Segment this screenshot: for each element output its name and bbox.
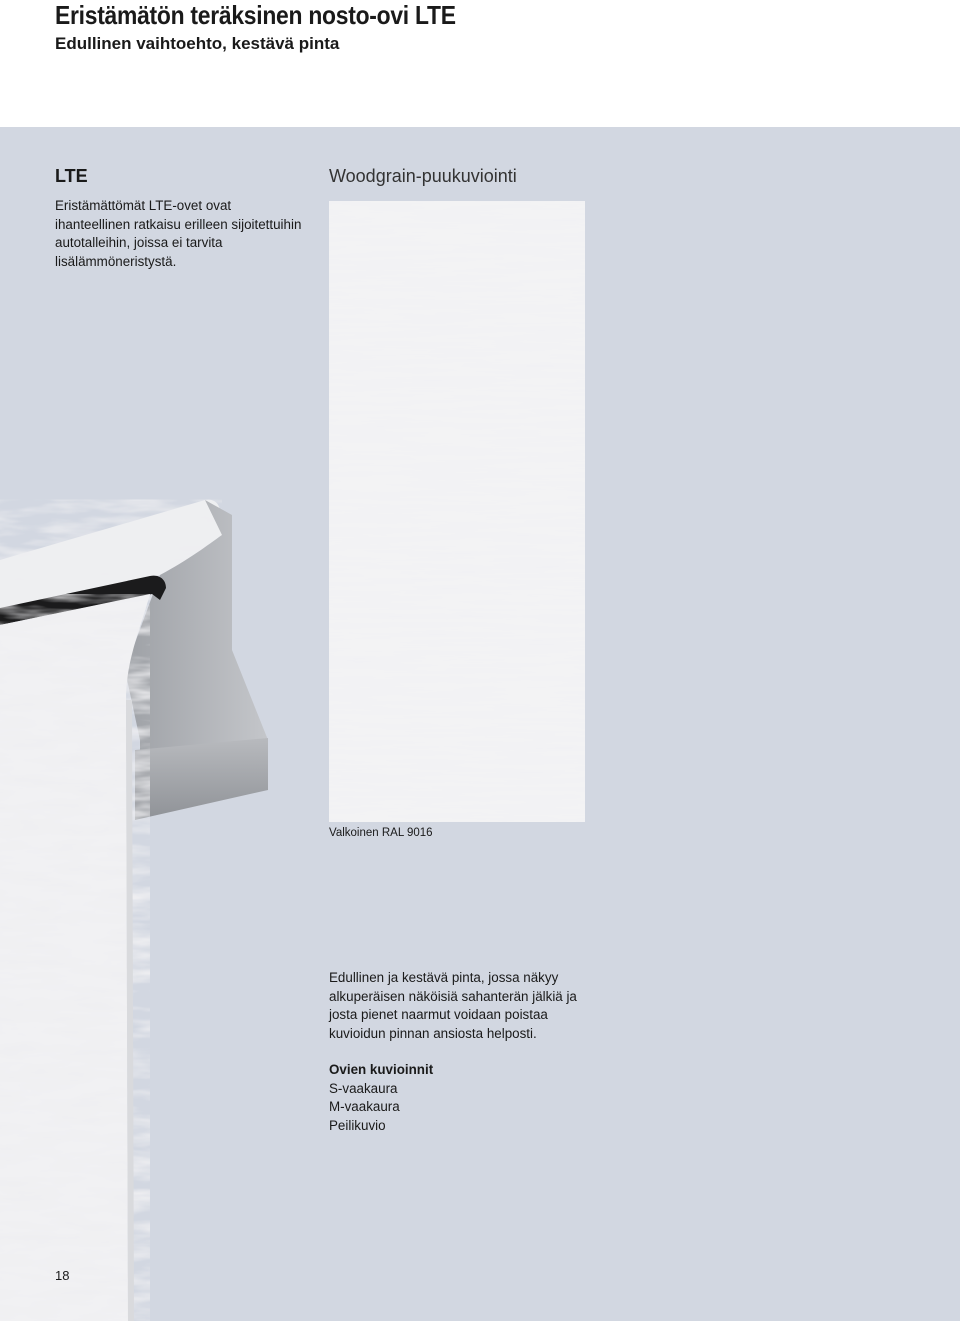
lte-heading: LTE <box>55 166 88 186</box>
swatch-caption: Valkoinen RAL 9016 <box>329 827 433 839</box>
surface-description: Edullinen ja kestävä pinta, jossa näkyy alkuperäisen näköisiä sahanterän jälkiä ja josta pienet naarmut voidaan poistaa kuvioidun pinnan ansiosta helposti. <box>329 970 577 1041</box>
woodgrain-swatch-image <box>329 201 585 822</box>
page-subtitle: Edullinen vaihtoehto, kestävä pinta <box>55 34 340 53</box>
pattern-item-m-vaakaura: M-vaakaura <box>329 1099 400 1114</box>
pattern-item-peilikuvio: Peilikuvio <box>329 1117 386 1133</box>
pattern-list <box>329 1061 433 1135</box>
pattern-list-heading: Ovien kuvioinnit <box>329 1062 434 1077</box>
page-title: Eristämätön teräksinen nosto-ovi LTE <box>55 0 456 30</box>
page-header <box>0 0 960 127</box>
lte-description: Eristämättömät LTE-ovet ovat ihanteellinen ratkaisu erilleen sijoitettuihin autotalleihin, joissa ei tarvita lisälämmöneristystä. <box>55 198 302 269</box>
woodgrain-heading: Woodgrain-puukuviointi <box>329 166 517 186</box>
page-number: 18 <box>55 1268 70 1283</box>
pattern-item-s-vaakaura: S-vaakaura <box>329 1080 398 1096</box>
door-panel-profile-image <box>0 490 280 1321</box>
